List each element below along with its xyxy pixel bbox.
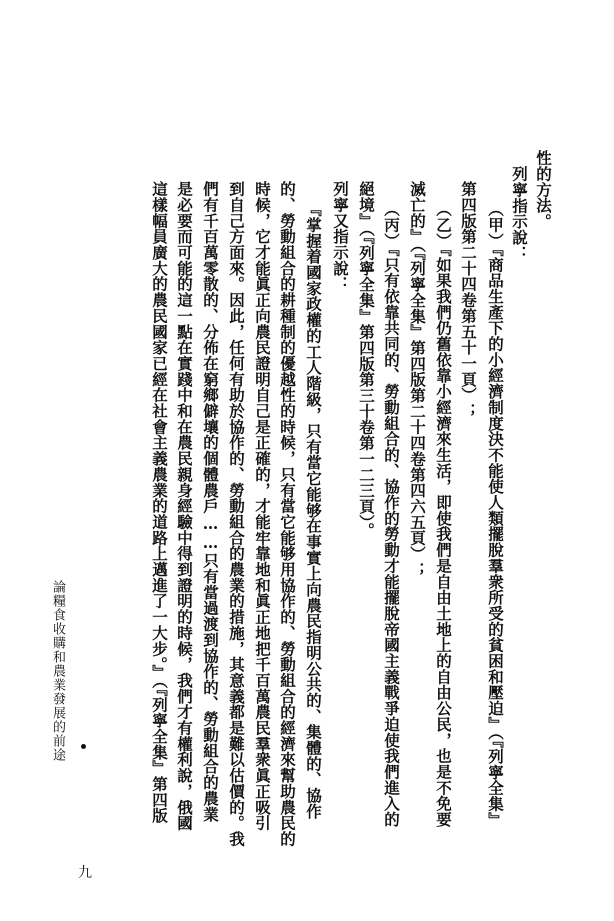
text-column-3: （甲）『商品生產下的小經濟制度決不能使人類擺脫羣衆所受的貧困和壓迫』（『列寧全集』 [486,201,505,828]
text-column-10: 『掌握着國家政權的工人階級，只有當它能够在事實上向農民指明公共的、集體的、協作 [304,201,323,820]
text-column-8: 絕境』（『列寧全集』第四版第三十卷第一二三頁）。 [357,181,376,539]
text-column-1: 性的方法。 [534,150,553,230]
text-column-9: 列寧又指示說： [331,181,350,292]
text-column-13: 到自己方面來。因此，任何有助於協作的、勞動組合的農業的措施，其意義都是難以估價的。我 [227,181,246,847]
text-column-16: 這樣幅員廣大的農民國家已經在社會主義農業的道路上邁進了一大步。』（『列寧全集』第四版 [150,181,169,824]
text-column-12: 時候，它才能眞正向農民證明自己是正確的，才能牢靠地和眞正地把千百萬農民羣衆眞正吸引 [253,181,272,831]
running-header: 論糧食收購和農業發展的前途 [50,580,65,762]
text-column-4: 第四版第二十四卷第五十一頁）； [459,181,478,419]
ink-mark [81,744,86,749]
text-column-7: （丙）『只有依靠共同的、勞動組合的、協作的勞動才能擺脫帝國主義戰爭迫使我們進入的 [382,201,401,828]
text-column-14: 們有千百萬零散的、分佈在窮鄉僻壤的個體農戶……只有當過渡到協作的、勞動組合的農業 [201,181,220,822]
text-column-11: 的、勞動組合的耕種制的優越性的時候，只有當它能够用協作的、勞動組合的經濟來幫助農民的 [278,181,297,847]
text-column-15: 是必要而可能的這一點在實踐中和在農民親身經驗中得到證明的時候，我們才有權利說，俄國 [175,181,194,831]
text-column-2: 列寧指示說： [510,166,529,262]
page-number: 九 [78,865,92,881]
text-column-6: 滅亡的』（『列寧全集』第四版第二十四卷第四六五頁）； [408,181,427,578]
text-column-5: （乙）『如果我們仍舊依靠小經濟來生活，即使我們是自由土地上的自由公民，也是不免要 [434,201,453,828]
